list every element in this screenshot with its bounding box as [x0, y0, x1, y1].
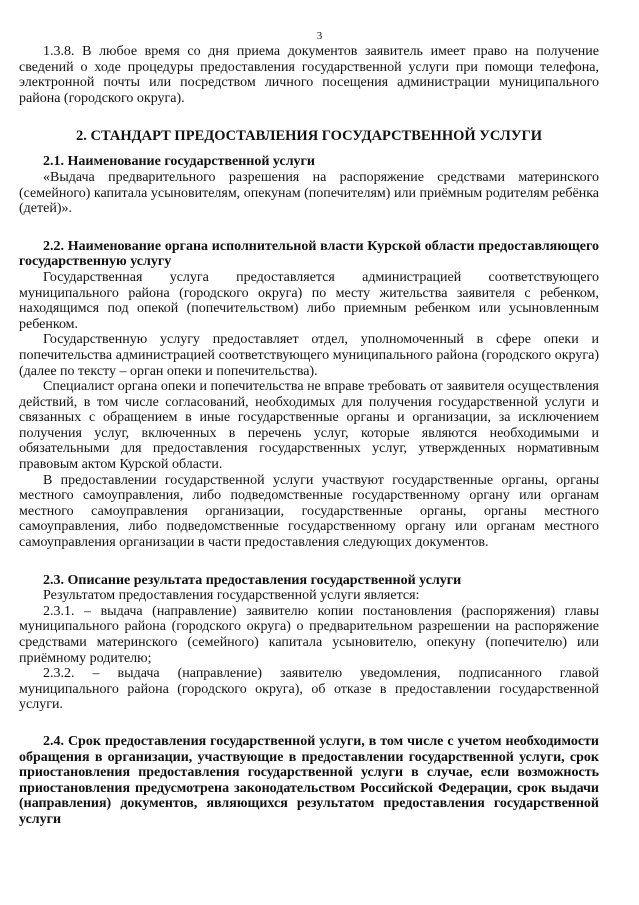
page-number: 3	[316, 30, 323, 42]
heading-2-3: 2.3. Описание результата предоставления государственной услуги	[43, 572, 462, 588]
section-2-title: 2. СТАНДАРТ ПРЕДОСТАВЛЕНИЯ ГОСУДАРСТВЕННОЙ УСЛУГИ	[75, 128, 542, 145]
paragraph-2-1: «Выдача предварительного разрешения на распоряжение средствами материнского (семейного) капитала усыновителям, опекунам (попечителям) или приёмным родителям ребёнка (детей)».	[19, 169, 599, 217]
document-body	[19, 44, 599, 828]
paragraph-2-3-2: 2.3.2. – выдача (направление) заявителю уведомления, подписанного главой муниципального района (городского округа), об отказе в предоставлении государственной услуги.	[19, 666, 599, 713]
paragraph-2-3-1: 2.3.1. – выдача (направление) заявителю копии постановления (распоряжения) главы муниципального района (городского округа) о предварительном разрешении на распоряжение средствами материнского (семейного) капитала усыновителю, опекуну (попечителю) или приёмному родителю;	[19, 603, 599, 666]
paragraph-2-3-intro: Результатом предоставления государственной услуги является:	[43, 588, 420, 604]
heading-2-4: 2.4. Срок предоставления государственной услуги, в том числе с учетом необходимости обращения в организации, участвующие в предоставлении государственной услуги, срок приостановления предоставления государственной услуги в случае, если возможность приостановления предусмотрена законодательством Российской Федерации, срок выдачи (направления) документов, являющихся результатом предоставления государственной услуги	[19, 733, 599, 827]
paragraph-2-2-b: Государственную услугу предоставляет отдел, уполномоченный в сфере опеки и попечительства администрацией соответствующего муниципального района (городского округа) (далее по тексту – орган опеки и попечительства).	[19, 332, 599, 379]
paragraph-2-2-a: Государственная услуга предоставляется администрацией соответствующего муниципального района (городского округа) по месту жительства заявителя с ребенком, находящимся под опекой (попечительством) либо приемным ребенком или усыновленным ребенком.	[19, 269, 599, 332]
heading-2-1: 2.1. Наименование государственной услуги	[43, 154, 315, 170]
paragraph-2-2-d: В предоставлении государственной услуги участвуют государственные органы, органы местного самоуправления, либо подведомственные государственному органу или органам местного самоуправления организации, государственные органы, органы местного самоуправления, либо подведомственные государственному органу или органам местного самоуправления организации в части предоставления следующих документов.	[19, 472, 599, 551]
paragraph-1-3-8: 1.3.8. В любое время со дня приема документов заявитель имеет право на получение сведений о ходе процедуры предоставления государственной услуги при помощи телефона, электронной почты или посредством личного посещения администрации муниципального района (городского округа).	[19, 44, 599, 106]
paragraph-2-2-c: Специалист органа опеки и попечительства не вправе требовать от заявителя осуществления действий, в том числе согласований, необходимых для получения государственной услуги и связанных с обращением в иные государственные органы и организации, за исключением получения услуг, включенных в перечень услуг, которые являются необходимыми и обязательными для предоставления государственных услуг, утвержденных нормативным правовым актом Курской области.	[19, 379, 599, 473]
heading-2-2: 2.2. Наименование органа исполнительной власти Курской области предоставляющего государственную услугу	[19, 238, 599, 270]
